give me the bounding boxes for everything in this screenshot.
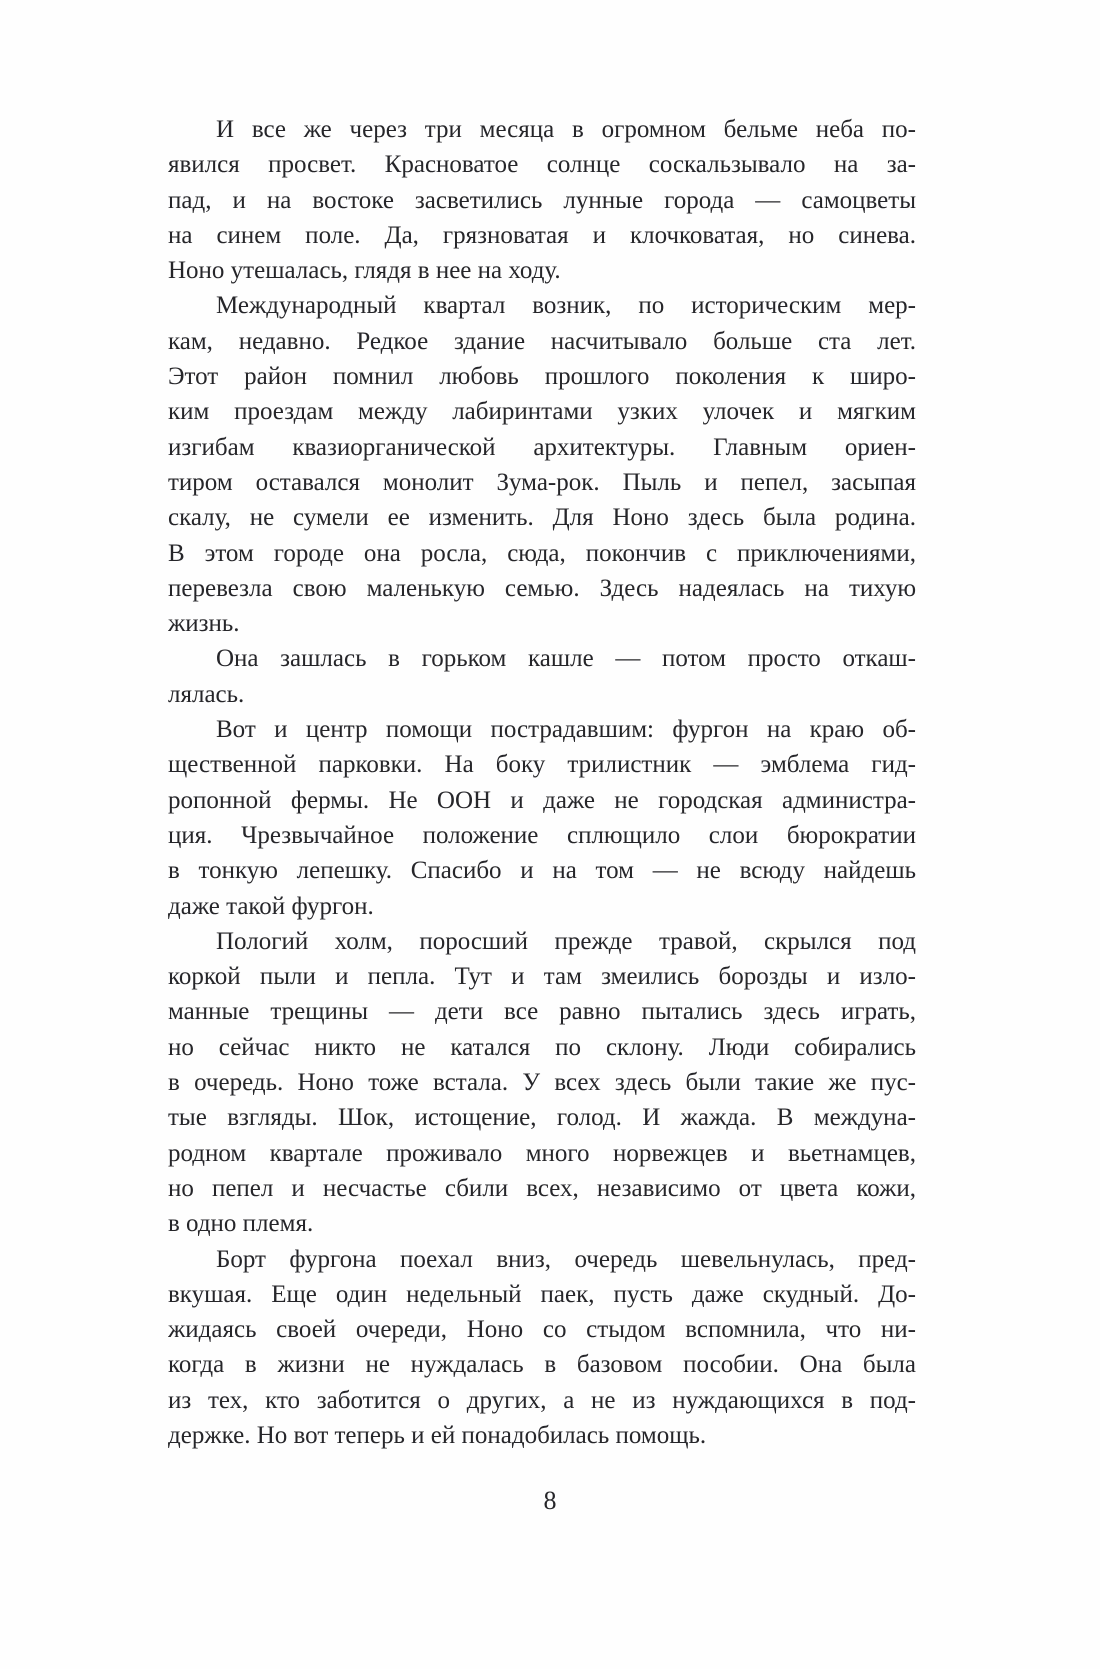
text-line: но сейчас никто не катался по склону. Люди собирались — [168, 1033, 916, 1061]
text-line: ким проездам между лабиринтами узких улочек и мягким — [168, 398, 916, 426]
text-line: И все же через три месяца в огромном бельме неба по- — [216, 116, 916, 143]
paragraph — [168, 641, 916, 712]
text-line: в очередь. Ноно тоже встала. У всех здесь были такие же пус- — [168, 1069, 916, 1097]
paragraph — [168, 1242, 916, 1454]
page-text — [168, 112, 916, 1453]
text-line: в тонкую лепешку. Спасибо и на том — не всюду найдешь — [168, 857, 916, 885]
text-line: вкушая. Еще один недельный паек, пусть даже скудный. До- — [168, 1280, 916, 1308]
text-line: из тех, кто заботится о других, а не из нуждающихся в под- — [168, 1386, 916, 1414]
text-line: Этот район помнил любовь прошлого поколения к широ- — [168, 363, 916, 391]
text-line: Она зашлась в горьком кашле — потом просто откаш- — [216, 645, 916, 673]
paragraph — [168, 924, 916, 1242]
text-line: Борт фургона поехал вниз, очередь шевельнулась, пред- — [216, 1245, 916, 1273]
text-line: лялась. — [168, 680, 245, 708]
paragraph — [168, 288, 916, 641]
text-line: пад, и на востоке засветились лунные города — самоцветы — [168, 186, 916, 214]
text-line: Ноно утешалась, глядя в нее на ходу. — [168, 257, 561, 285]
text-line: кам, недавно. Редкое здание насчитывало больше ста лет. — [168, 327, 916, 355]
text-line: тые взгляды. Шок, истощение, голод. И жажда. В междуна- — [168, 1104, 916, 1132]
text-line: тиром оставался монолит Зума-рок. Пыль и пепел, засыпая — [168, 468, 916, 496]
text-line: жидаясь своей очереди, Ноно со стыдом вспомнила, что ни- — [168, 1316, 916, 1344]
text-line: манные трещины — дети все равно пытались здесь играть, — [168, 998, 916, 1026]
text-line: изгибам квазиорганической архитектуры. Главным ориен- — [168, 433, 916, 461]
text-line: даже такой фургон. — [168, 892, 374, 920]
text-line: родном квартале проживало много норвежцев и вьетнамцев, — [168, 1139, 916, 1167]
text-line: явился просвет. Красноватое солнце соскальзывало на за- — [168, 151, 916, 179]
paragraph — [168, 712, 916, 924]
text-line: перевезла свою маленькую семью. Здесь надеялась на тихую — [168, 574, 916, 602]
text-line: ция. Чрезвычайное положение сплющило слои бюрократии — [168, 821, 916, 849]
paragraph — [168, 112, 916, 288]
text-line: Вот и центр помощи пострадавшим: фургон на краю об- — [216, 716, 916, 744]
page-number: 8 — [543, 1486, 557, 1515]
text-line: скалу, не сумели ее изменить. Для Ноно здесь была родина. — [168, 504, 916, 532]
text-line: держке. Но вот теперь и ей понадобилась помощь. — [168, 1421, 707, 1449]
text-line: но пепел и несчастье сбили всех, независимо от цвета кожи, — [168, 1174, 916, 1202]
text-line: Международный квартал возник, по историческим мер- — [216, 292, 916, 320]
text-line: В этом городе она росла, сюда, покончив с приключениями, — [168, 539, 916, 567]
text-line: ропонной фермы. Не ООН и даже не городская администра- — [168, 786, 916, 814]
text-line: Пологий холм, поросший прежде травой, скрылся под — [216, 927, 916, 955]
text-line: в одно племя. — [168, 1210, 314, 1238]
text-line: жизнь. — [168, 610, 240, 638]
text-line: щественной парковки. На боку трилистник — эмблема гид- — [168, 751, 916, 779]
text-line: коркой пыли и пепла. Тут и там змеились борозды и изло- — [168, 963, 916, 991]
text-line: когда в жизни не нуждалась в базовом пособии. Она была — [168, 1351, 916, 1379]
text-line: на синем поле. Да, грязноватая и клочковатая, но синева. — [168, 221, 916, 249]
